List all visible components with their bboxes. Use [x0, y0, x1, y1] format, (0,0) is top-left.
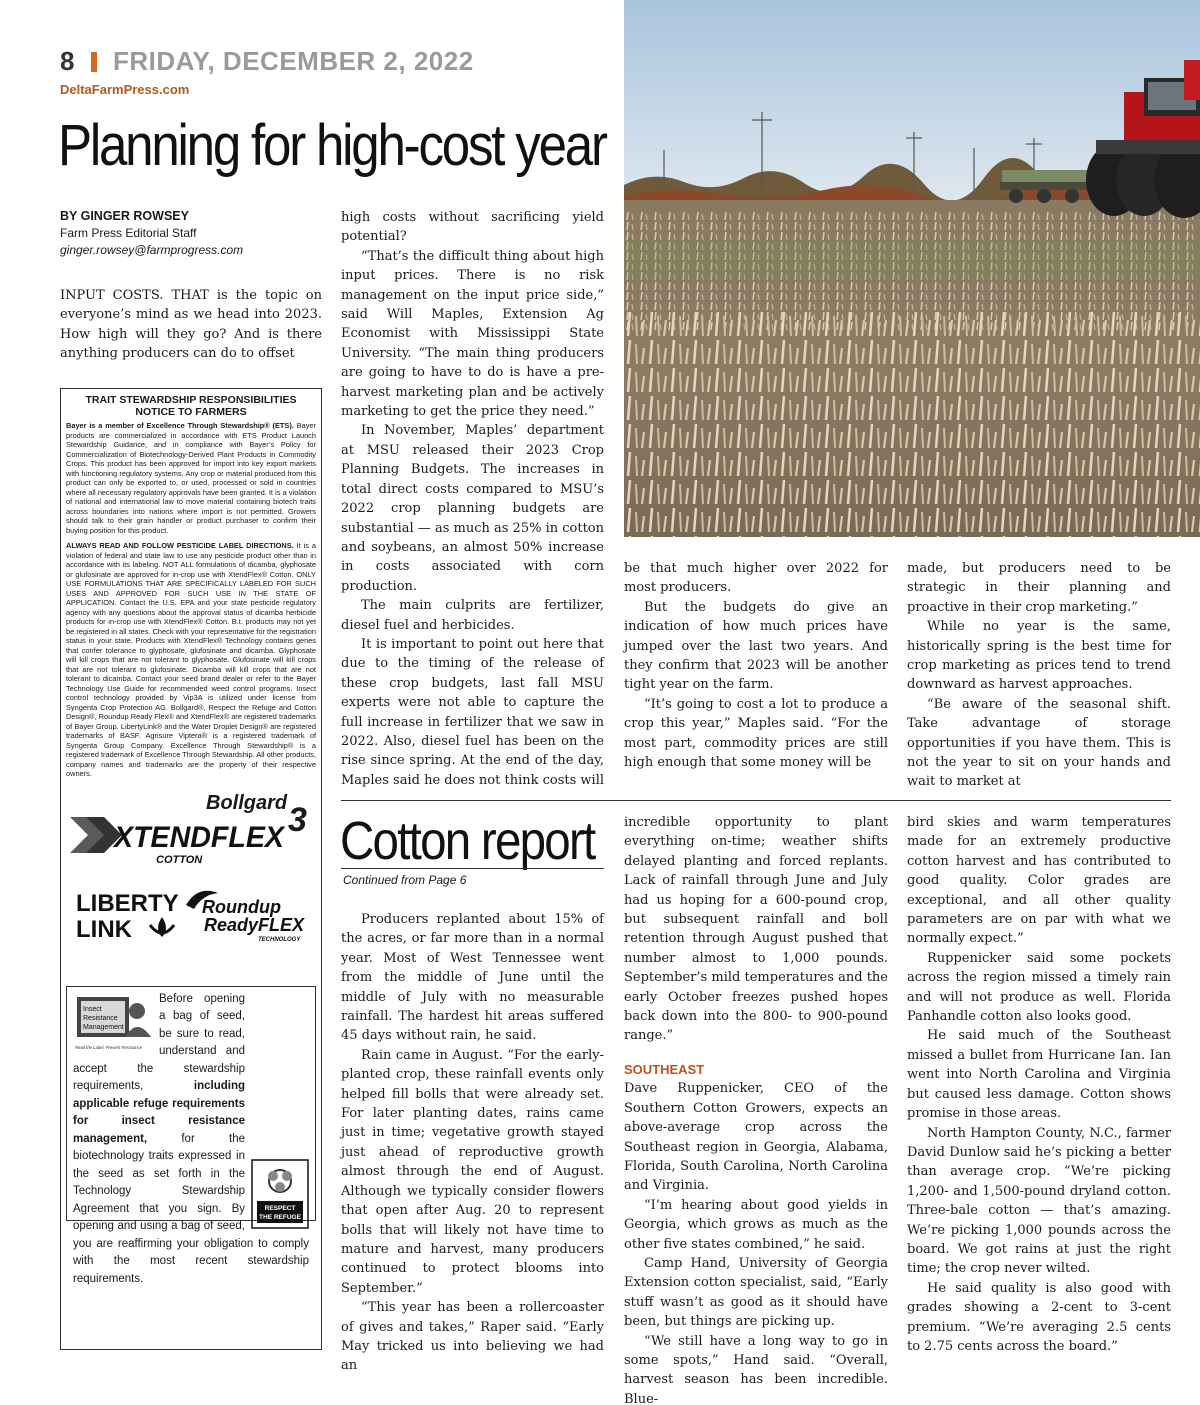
- svg-text:THE REFUGE: THE REFUGE: [259, 1213, 301, 1221]
- article-paragraph: While no year is the same, historically spring is the best time for crop marketing as prices tend to trend downward as harvest approaches.: [907, 619, 1171, 693]
- section-divider: [341, 800, 1171, 801]
- article-column-2: [341, 208, 604, 790]
- article-paragraph: He said much of the Southeast missed a bullet from Hurricane Ian. Ian went into North Carolina and Virginia but caused less damage. Cotton shows promise in those areas.: [907, 1028, 1171, 1122]
- article-column-4: [907, 559, 1171, 792]
- article-paragraph: But the budgets do give an indication of how much prices have jumped over the last two years. And they confirm that 2023 will be another tight year on the farm.: [624, 599, 888, 693]
- article-paragraph: “That’s the difficult thing about high input prices. There is no risk management on the input price side,” said Will Maples, Extension Ag Economist with Mississippi State University. “The main thing producers are going to have to do is have a pre-harvest marketing plan and be actively marketing to get the price they need.”: [341, 248, 604, 420]
- article-paragraph: “This year has been a rollercoaster of gives and takes,” Raper said. “Early May tricked us into believing we had an: [341, 1300, 604, 1374]
- article-paragraph: “Be aware of the seasonal shift. Take advantage of storage opportunities if you have them. This is not the year to sit on your hands and wait to market at: [907, 696, 1171, 790]
- article-paragraph: “I’m hearing about good yields in Georgia, which grows as much as the other five states combined,” he said.: [624, 1197, 888, 1252]
- svg-text:XTENDFLEX: XTENDFLEX: [112, 820, 286, 854]
- svg-text:COTTON: COTTON: [156, 853, 203, 866]
- folio: [60, 46, 474, 77]
- svg-text:Insect: Insect: [83, 1005, 102, 1013]
- issue-date: FRIDAY, DECEMBER 2, 2022: [112, 46, 474, 76]
- article-paragraph: Ruppenicker said some pockets across the region missed a timely rain and will not produce as well. Florida Panhandle cotton also looks good.: [907, 950, 1171, 1025]
- article-paragraph: Camp Hand, University of Georgia Extension cotton specialist, said, “Early stuff wasn’t as good as it should have been, but things are picking up.: [624, 1255, 888, 1330]
- article-column-3: [624, 559, 888, 772]
- svg-text:ReadyFLEX: ReadyFLEX: [204, 914, 305, 935]
- svg-text:LIBERTY: LIBERTY: [76, 889, 179, 917]
- notice-title: TRAIT STEWARDSHIP RESPONSIBILITIES NOTICE TO FARMERS: [85, 394, 297, 418]
- continued-from-note: Continued from Page 6: [343, 873, 467, 887]
- article-paragraph: be that much higher over 2022 for most producers.: [624, 561, 888, 596]
- cotton-report-headline: Cotton report: [340, 811, 595, 871]
- svg-text:3: 3: [288, 800, 307, 839]
- article-paragraph: incredible opportunity to plant everything on-time; weather shifts delayed planting and forced replants. Lack of rainfall through June and July had us hoping for a 600-pound crop, but subsequent rainfall and boll retention through August pushed that number almost to 1,000 pounds. September’s mild temperatures and the early October freezes pushed hopes back down into the 800- to 900-pound range.”: [624, 815, 888, 1044]
- notice-body-paragraph: Bayer is a member of Excellence Through Stewardship® (ETS). Bayer products are commercialized in accordance with ETS Product Launch Stewardship Guidance, and in compliance with Bayer’s Policy for Commercialization of Biotechnology-Derived Plant Products in Commodity Crops. This product has been approved for import into key export markets with functioning regulatory systems. Any crop or material produced from this product can only be exported to, or used, processed or sold in countries where all necessary regulatory approvals have been granted. It is a violation of national and international law to move material containing biotech traits across boundaries into nations where import is not permitted. Growers should talk to their grain handler or product purchaser to confirm their buying position for this product.: [66, 421, 316, 535]
- roundup-readyflex-logo: [184, 883, 314, 945]
- article-headline: Planning for high-cost year: [58, 113, 606, 178]
- svg-text:Resistance: Resistance: [83, 1014, 118, 1022]
- cotton-column-2: [624, 813, 888, 1405]
- article-paragraph: North Hampton County, N.C., farmer David Dunlow said he’s picking a better than average crop. “We’re picking 1,200- and 1,500-pound dryland cotton. Three-bale cotton — that’s amazing. We’re picking 1,000 pounds across the board. We got rains at just the right time; the crop never wilted.: [907, 1125, 1171, 1277]
- svg-text:RESPECT: RESPECT: [264, 1204, 296, 1212]
- article-paragraph: In November, Maples’ department at MSU released their 2023 Crop Planning Budgets. The increases in total direct costs compared to MSU’s 2022 crop planning budgets are substantial — as much as 25% in cotton and soybeans, an almost 50% increase in costs associated with corn production.: [341, 423, 604, 594]
- article-paragraph: Dave Ruppenicker, CEO of the Southern Cotton Growers, expects an above-average crop across the Southeast region in Georgia, Alabama, Florida, South Carolina, North Carolina and Virginia.: [624, 1081, 888, 1194]
- article-paragraph: It is important to point out here that due to the timing of the release of these crop budgets, last fall MSU experts were not able to capture the full increase in fertilizer that we saw in 2022. Also, diesel fuel has been on the rise since spring. At the end of the day, Maples said he does not think costs will: [341, 636, 605, 788]
- author-email[interactable]: ginger.rowsey@farmprogress.com: [60, 243, 244, 257]
- cotton-headline-rule: [341, 868, 604, 869]
- respect-the-refuge-badge: [251, 1159, 309, 1229]
- author-name: BY GINGER ROWSEY: [60, 209, 189, 223]
- cotton-column-3: [907, 813, 1171, 1356]
- seed-stewardship-box: Insect Resistance Management Read the Label, Prevent Resistance RESPECT THE REFUGE Before opening a bag of seed, be sure to read, understand and accept the stewardship requirements, including applicable refuge requirements for insect resistance management, for the biotechnology traits expressed in the seed as set forth in the Technology Stewardship Agreement that you sign. By opening and using a bag of seed, you are reaffirming your obligation to comply with the most recent stewardship requirements.: [66, 986, 316, 1221]
- article-paragraph: “It’s going to cost a lot to produce a crop this year,” Maples said. “For the most part, commodity prices are still high enough that some money will be: [624, 696, 888, 771]
- svg-text:Roundup: Roundup: [202, 896, 281, 917]
- article-paragraph: He said quality is also good with grades showing a 2-cent to 3-cent premium. “We’re averaging 2.5 cents to 2.75 cents across the board.”: [907, 1280, 1171, 1354]
- byline: [60, 208, 322, 259]
- article-paragraph: made, but producers need to be strategic in their planning and proactive in their crop marketing.”: [907, 561, 1171, 615]
- field-tractor-photo: [624, 0, 1200, 537]
- svg-text:TECHNOLOGY: TECHNOLOGY: [258, 936, 301, 943]
- svg-text:Bollgard: Bollgard: [206, 791, 288, 814]
- article-paragraph: INPUT COSTS. THAT is the topic on everyone’s mind as we head into 2023. How high will they go? And is there anything producers can do to offset: [60, 288, 322, 362]
- stewardship-notice-ad: [60, 388, 322, 1350]
- libertylink-logo: [74, 885, 184, 945]
- section-subhead-southeast: SOUTHEAST: [624, 1061, 705, 1077]
- folio-divider-bar: [91, 52, 97, 72]
- author-role: Farm Press Editorial Staff: [60, 226, 197, 240]
- article-paragraph: bird skies and warm temperatures made for an extremely productive cotton harvest and has contributed to good quality. Color grades are exceptional, and all other quality parameters are on par with what we normally expect.”: [907, 815, 1171, 947]
- article-paragraph: “We still have a long way to go in some spots,” Hand said. “Overall, harvest season has been incredible. Blue-: [624, 1333, 888, 1405]
- irm-badge: [73, 991, 153, 1053]
- svg-text:Read the Label, Prevent Resist: Read the Label, Prevent Resistance: [75, 1044, 143, 1050]
- article-column-1: [60, 286, 322, 364]
- article-paragraph: high costs without sacrificing yield potential?: [341, 210, 604, 245]
- svg-text:Management: Management: [83, 1023, 124, 1031]
- article-paragraph: Rain came in August. “For the early-planted crop, these rainfall events only helped fill bolls that were already set. For later planting dates, rains came just in time; vegetative growth stayed just ahead of reproductive growth almost through the end of August. Although we typically consider flowers that open after Aug. 20 to represent bolls that will likely not have time to mature and harvest, many producers continued to protect blooms into September.”: [341, 1047, 604, 1296]
- notice-body-paragraph: ALWAYS READ AND FOLLOW PESTICIDE LABEL DIRECTIONS. It is a violation of federal and state law to use any pesticide product other than in accordance with its labeling. NOT ALL formulations of dicamba, glyphosate or glufosinate are approved for in-crop use with XtendFlex® Cotton. ONLY USE FORMULATIONS THAT ARE SPECIFICALLY LABELED FOR SUCH USES AND APPROVED FOR SUCH USE IN THE STATE OF APPLICATION. Contact the U.S. EPA and your state pesticide regulatory agency with any questions about the approval status of dicamba herbicide products for in-crop use with XtendFlex® Cotton. B.t. products may not yet be registered in all states. Check with your representative for the registration status in your state. Products with XtendFlex® Technology contains genes that confer tolerance to glyphosate, glufosinate and dicamba. Glyphosate will kill crops that are not tolerant to glyphosate. Glufosinate will kill crops that are not tolerant to glufosinate. Dicamba will kill crops that are not tolerant to dicamba. Contact your seed brand dealer or refer to the Bayer Technology Use Guide for recommended weed control programs. Insect control technology provided by Vip3A is utilized under license from Syngenta Crop Protection AG. Bollgard®, Respect the Refuge and Cotton Design®, Roundup Ready Flex® and XtendFlex® are registered trademarks of Bayer Group. LibertyLink® and the Water Droplet Design® are registered trademarks of BASF. Agrisure Viptera® is a registered trademark of Syngenta Group Company. Excellence Through Stewardship® is a registered trademark of Excellence Through Stewardship. All other products, company names and trademarks are the property of their respective owners.: [66, 541, 316, 778]
- article-paragraph: The main culprits are fertilizer, diesel fuel and herbicides.: [341, 598, 604, 633]
- svg-text:LINK: LINK: [76, 915, 132, 943]
- article-paragraph: Producers replanted about 15% of the acres, or far more than in a normal year. Most of West Tennessee went from the middle of June until the middle of July with no measurable rainfall. The hardest hit areas suffered 45 days without rain, he said.: [341, 912, 604, 1044]
- bollgard-xtendflex-logo: [66, 787, 316, 875]
- cotton-column-1: [341, 910, 604, 1376]
- page-number: 8: [60, 46, 75, 76]
- trait-logos: [66, 787, 316, 982]
- website-link[interactable]: DeltaFarmPress.com: [60, 82, 190, 97]
